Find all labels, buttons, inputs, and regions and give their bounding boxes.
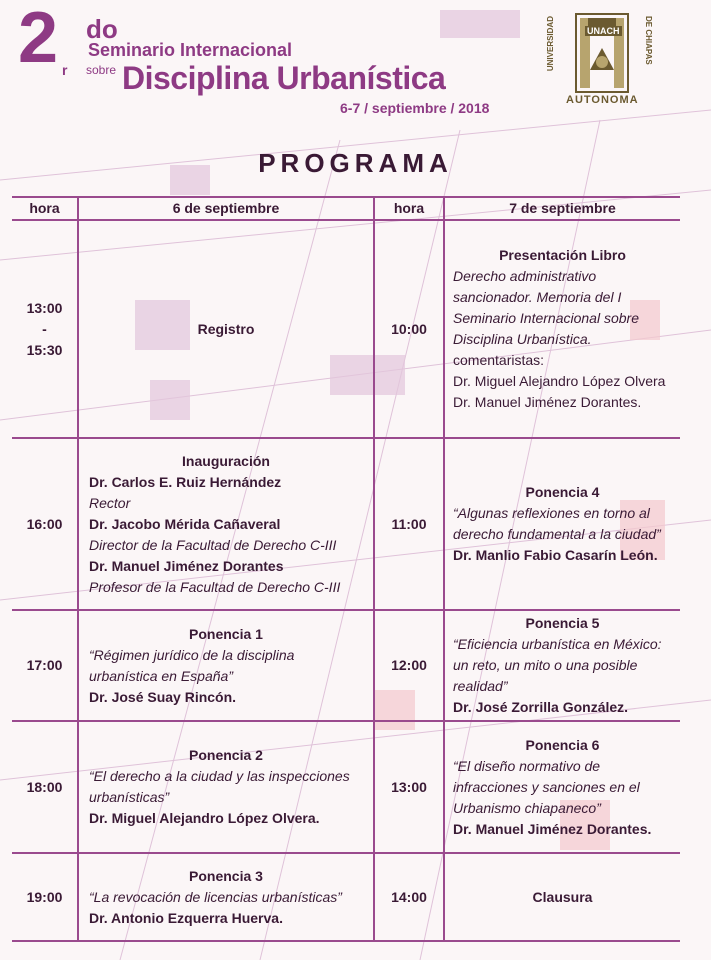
time-cell: 13:00 bbox=[374, 721, 444, 853]
event-number: 2 bbox=[18, 0, 57, 78]
time-cell: 12:00 bbox=[374, 610, 444, 721]
event-number-superscript: do bbox=[86, 14, 118, 44]
commentators-label: comentaristas: bbox=[453, 352, 545, 368]
talk-title: “Algunas reflexiones en torno al derecho fundamental a la ciudad” bbox=[453, 505, 661, 542]
time-cell: 18:00 bbox=[12, 721, 78, 853]
logo-text-right: DE CHIAPAS bbox=[644, 16, 653, 65]
logo-text-bottom: AUTONOMA bbox=[566, 94, 639, 106]
column-header-day-2: 7 de septiembre bbox=[444, 197, 680, 220]
column-header-day-1: 6 de septiembre bbox=[78, 197, 374, 220]
column-header-hora-2: hora bbox=[374, 197, 444, 220]
commentator-name: Dr. Miguel Alejandro López Olvera bbox=[453, 373, 666, 389]
time-cell: 10:00 bbox=[374, 220, 444, 438]
speaker-name: Dr. Manuel Jiménez Dorantes bbox=[89, 557, 284, 574]
session-cell bbox=[444, 220, 680, 438]
table-row bbox=[12, 438, 680, 610]
session-title: Ponencia 6 bbox=[525, 736, 600, 753]
time-start: 13:00 bbox=[26, 299, 63, 316]
table-row bbox=[12, 853, 680, 941]
talk-title: “La revocación de licencias urbanísticas” bbox=[89, 888, 342, 905]
session-title: Ponencia 5 bbox=[525, 615, 600, 631]
session-cell bbox=[78, 853, 374, 941]
session-cell bbox=[444, 610, 680, 721]
speaker-name: Dr. Manuel Jiménez Dorantes. bbox=[453, 820, 652, 837]
session-title: Presentación Libro bbox=[499, 247, 626, 263]
speaker-name: Dr. José Zorrilla González. bbox=[453, 699, 629, 715]
session-cell bbox=[78, 438, 374, 610]
speaker-name: Dr. Antonio Ezquerra Huerva. bbox=[89, 909, 283, 926]
table-header-row bbox=[12, 197, 680, 220]
speaker-role: Director de la Facultad de Derecho C-III bbox=[89, 536, 337, 553]
session-title: Clausura bbox=[532, 888, 593, 905]
event-dates: 6-7 / septiembre / 2018 bbox=[340, 100, 490, 116]
time-dash: - bbox=[42, 320, 47, 337]
talk-title: “El diseño normativo de infracciones y sanciones en el Urbanismo chiapaneco” bbox=[453, 757, 640, 816]
event-title-sobre: sobre bbox=[86, 63, 117, 77]
session-title: Ponencia 3 bbox=[189, 867, 263, 884]
session-cell bbox=[78, 610, 374, 721]
session-title: Ponencia 1 bbox=[189, 625, 263, 642]
table-row bbox=[12, 610, 680, 721]
event-number-subscript: r bbox=[62, 62, 68, 78]
session-title: Registro bbox=[197, 320, 255, 337]
event-title-line2: Disciplina Urbanística bbox=[122, 60, 446, 96]
session-cell bbox=[444, 721, 680, 853]
speaker-name: Dr. Miguel Alejandro López Olvera. bbox=[89, 810, 320, 826]
session-title: Inauguración bbox=[182, 452, 270, 469]
session-cell bbox=[444, 853, 680, 941]
session-cell bbox=[78, 220, 374, 438]
program-table bbox=[12, 196, 680, 942]
speaker-role: Rector bbox=[89, 494, 131, 511]
logo-text-center: UNACH bbox=[587, 26, 620, 36]
time-cell: 14:00 bbox=[374, 853, 444, 941]
talk-title: “El derecho a la ciudad y las inspecciones urbanísticas” bbox=[89, 768, 350, 805]
commentator-name: Dr. Manuel Jiménez Dorantes. bbox=[453, 394, 642, 410]
session-title: Ponencia 4 bbox=[525, 484, 600, 500]
logo-text-left: UNIVERSIDAD bbox=[546, 16, 555, 72]
time-cell: 17:00 bbox=[12, 610, 78, 721]
session-cell bbox=[444, 438, 680, 610]
time-cell: 19:00 bbox=[12, 853, 78, 941]
table-row bbox=[12, 721, 680, 853]
book-title: Derecho administrativo sancionador. Memoria del I Seminario Internacional sobre Disciplina Urbanística. bbox=[453, 268, 639, 347]
time-cell bbox=[12, 220, 78, 438]
speaker-name: Dr. Carlos E. Ruiz Hernández bbox=[89, 473, 282, 490]
speaker-name: Dr. Manlio Fabio Casarín León. bbox=[453, 547, 658, 563]
time-cell: 16:00 bbox=[12, 438, 78, 610]
session-cell bbox=[78, 721, 374, 853]
table-row bbox=[12, 220, 680, 438]
time-end: 15:30 bbox=[26, 341, 63, 358]
speaker-name: Dr. Jacobo Mérida Cañaveral bbox=[89, 515, 281, 532]
event-title-line1: Seminario Internacional bbox=[88, 40, 293, 60]
speaker-role: Profesor de la Facultad de Derecho C-III bbox=[89, 578, 341, 595]
column-header-hora-1: hora bbox=[12, 197, 78, 220]
speaker-name: Dr. José Suay Rincón. bbox=[89, 688, 237, 705]
session-title: Ponencia 2 bbox=[189, 747, 263, 763]
talk-title: “Régimen jurídico de la disciplina urbanística en España” bbox=[89, 646, 295, 684]
page-title: PROGRAMA bbox=[258, 148, 453, 178]
time-cell: 11:00 bbox=[374, 438, 444, 610]
talk-title: “Eficiencia urbanística en México: un reto, un mito o una posible realidad” bbox=[453, 636, 662, 694]
